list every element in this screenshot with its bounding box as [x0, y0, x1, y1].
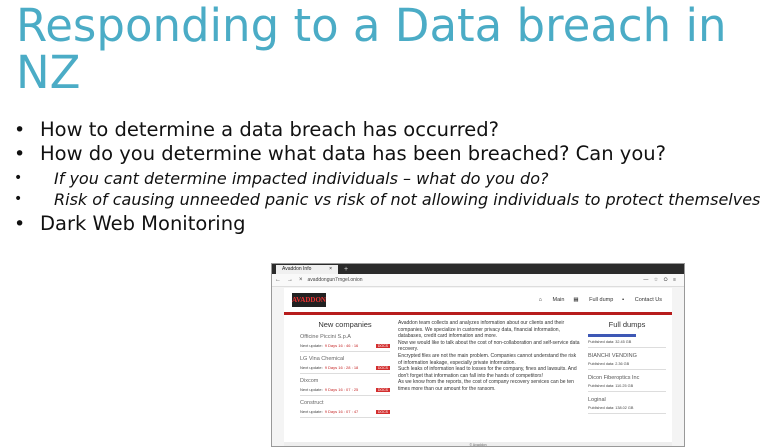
bullet-list — [14, 118, 764, 236]
dump-name: Dicon Fiberoptics Inc — [588, 375, 640, 381]
site-nav — [530, 297, 672, 303]
bullet-text: Risk of causing unneeded panic vs risk of not allowing individuals to protect themselves — [54, 190, 761, 209]
close-icon[interactable]: × — [329, 266, 332, 272]
about-paragraph: Now we would like to talk about the cost of non-collaboration and self-service data recovery. — [398, 339, 580, 353]
about-text — [398, 320, 580, 393]
bullet-text: How do you determine what data has been breached? Can you? — [40, 142, 666, 165]
docs-badge[interactable]: DOCS — [377, 387, 388, 392]
site-footer: © Avaddon — [284, 442, 672, 447]
bullet-item — [14, 142, 764, 166]
url-field[interactable]: avaddongun7rngel.onion — [307, 277, 363, 283]
browser-tools-icons[interactable]: — ☆ ⭘ ≡ — [643, 277, 678, 283]
bullet-item — [14, 118, 764, 142]
browser-tab[interactable] — [276, 265, 338, 274]
company-name: Construct — [300, 400, 324, 406]
company-name: Dixcom — [300, 378, 319, 384]
dump-name-redacted-bar — [588, 334, 636, 337]
new-companies-heading: New companies — [318, 320, 372, 329]
bullet-dot: • — [14, 170, 23, 186]
company-name: LG Vina Chemical — [300, 356, 345, 362]
bullet-dot: • — [14, 119, 26, 141]
docs-badge[interactable]: DOCS — [377, 365, 388, 370]
new-companies-column — [300, 320, 390, 422]
about-paragraph: As we know from the reports, the cost of company recovery services can be ten times more than our amount for the ransom. — [398, 379, 574, 392]
dump-entry[interactable] — [588, 397, 666, 414]
dump-published: Published data: 110.25 GB — [588, 384, 634, 388]
dump-published: Published data: 32.45 GB — [588, 340, 632, 344]
site-header — [284, 288, 672, 315]
company-entry[interactable] — [300, 378, 390, 396]
company-entry[interactable] — [300, 334, 390, 352]
leak-site-page — [284, 288, 672, 447]
countdown: 9 Days 16 : 46 : 16 — [324, 343, 359, 348]
countdown: 9 Days 16 : 07 : 47 — [324, 409, 359, 414]
dump-entry[interactable] — [588, 375, 666, 392]
browser-tab-bar — [272, 264, 684, 274]
bullet-dot: • — [14, 191, 23, 207]
bullet-text: Dark Web Monitoring — [40, 212, 246, 235]
browser-screenshot — [271, 263, 685, 447]
company-update: Next update: 9 Days 16 : 46 : 16 DOCS — [300, 343, 388, 348]
docs-badge[interactable]: DOCS — [377, 343, 388, 348]
company-entry[interactable] — [300, 400, 390, 418]
address-bar — [272, 274, 684, 287]
browser-tab-title: Avaddon Info — [282, 266, 312, 272]
stop-icon[interactable]: × — [299, 277, 303, 283]
company-name: Officine Piccini S.p.A — [300, 334, 351, 340]
countdown: 9 Days 16 : 07 : 25 — [324, 387, 359, 392]
bullet-dot: • — [14, 213, 26, 235]
new-tab-icon[interactable]: + — [344, 266, 349, 273]
bullet-dot: • — [14, 143, 26, 165]
about-paragraph: Encrypted files are not the main problem. Companies cannot understand the risk of information leakage, especially private information. — [398, 352, 577, 366]
full-dumps-column — [588, 320, 666, 419]
nav-contact-link[interactable]: ▪ Contact Us — [622, 297, 662, 303]
company-entry[interactable] — [300, 356, 390, 374]
dump-name: BIANCHI VENDING — [588, 353, 637, 359]
dump-published: Published data: 2.36 GB — [588, 362, 630, 366]
back-arrow-icon[interactable]: ← — [275, 277, 281, 283]
sub-bullet-item — [14, 170, 764, 187]
nav-full-dump-link[interactable]: ▦ Full dump — [573, 297, 614, 303]
about-paragraph: Such leaks of information lead to losses for the company, fines and lawsuits. And don't forget that information can fall into the hands of competitors! — [398, 366, 577, 379]
slide-title: Responding to a Data breach in NZ — [16, 0, 727, 99]
company-update: Next update: 9 Days 16 : 28 : 18 DOCS — [300, 365, 388, 370]
docs-badge[interactable]: DOCS — [377, 409, 388, 414]
dump-published: Published data: 138.02 GB — [588, 406, 634, 410]
forward-arrow-icon[interactable]: → — [287, 277, 293, 283]
countdown: 9 Days 16 : 28 : 18 — [324, 365, 359, 370]
bullet-item — [14, 212, 764, 236]
company-update: Next update: 9 Days 16 : 07 : 25 DOCS — [300, 387, 388, 392]
site-logo: AVADDON — [292, 293, 326, 307]
dump-entry[interactable] — [588, 334, 666, 348]
about-paragraph: Avaddon team collects and analyzes information about our clients and their companies. We specialize in customer privacy data, financial information, databases, credit card information and more. — [398, 320, 565, 340]
nav-main-link[interactable]: ⌂ Main — [538, 297, 565, 303]
dump-name: Loginal — [588, 397, 606, 403]
full-dumps-heading: Full dumps — [608, 320, 646, 329]
company-update: Next update: 9 Days 16 : 07 : 47 DOCS — [300, 409, 388, 414]
bullet-text: How to determine a data breach has occurred? — [40, 118, 500, 141]
bullet-text: If you cant determine impacted individuals – what do you do? — [54, 169, 549, 188]
dump-entry[interactable] — [588, 353, 666, 370]
sub-bullet-item — [14, 191, 764, 208]
